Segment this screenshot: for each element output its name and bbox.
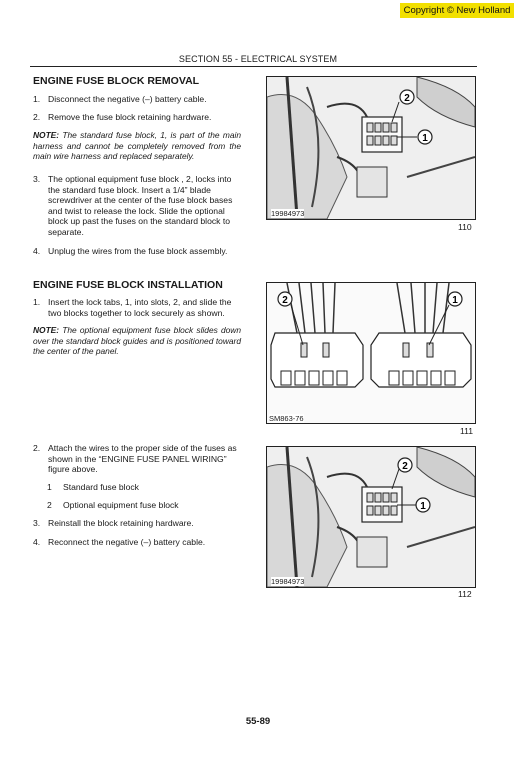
step-text: Remove the fuse block retaining hardware. [48,112,212,122]
fuse-block-drawing [267,283,475,423]
note-text: The standard fuse block, 1, is part of the main harness and cannot be completely removed from the main wire harness and replaced separately. [33,130,241,162]
step-number: 1. [33,297,41,307]
figure-110-photo [266,76,476,220]
removal-note [33,130,241,162]
figure-label: 19984973 [271,209,305,218]
installation-heading: ENGINE FUSE BLOCK INSTALLATION [33,279,223,291]
callout-1: 1 [420,501,426,512]
figure-label: SM863-76 [269,414,304,423]
removal-heading: ENGINE FUSE BLOCK REMOVAL [33,75,200,87]
step-number: 1. [33,94,41,104]
installation-step-2 [33,443,243,475]
step-text: Unplug the wires from the fuse block assembly. [48,246,228,256]
step-number: 4. [33,537,41,547]
step-text: Attach the wires to the proper side of the fuses as shown in the “ENGINE FUSE PANEL WIRING” figure above. [48,443,237,475]
removal-step-3 [33,174,243,238]
legend-text: Standard fuse block [63,482,139,492]
figure-112-photo [266,446,476,588]
figure-number: 111 [460,426,474,436]
copyright-badge: Copyright © New Holland [400,3,514,18]
callout-2: 2 [282,295,288,306]
removal-step-2 [33,112,243,123]
step-number: 3. [33,174,41,184]
callout-1: 1 [422,133,428,144]
figure-number: 112 [458,589,472,599]
callout-2: 2 [402,461,408,472]
header-rule [30,66,477,67]
engine-photo-illustration [267,447,475,587]
removal-step-4 [33,246,243,257]
note-label: NOTE: [33,130,60,140]
step-text: Reconnect the negative (–) battery cable. [48,537,206,547]
note-text: The optional equipment fuse block slides down over the standard block guides and is positioned toward the center of the panel. [33,325,241,357]
callout-2: 2 [404,93,410,104]
removal-step-1 [33,94,243,105]
page-number: 55-89 [245,716,271,727]
legend-number: 2 [47,500,52,510]
step-number: 2. [33,443,41,453]
figure-111-drawing [266,282,476,424]
callout-1: 1 [452,295,458,306]
engine-photo-illustration [267,77,475,219]
step-text: Reinstall the block retaining hardware. [48,518,194,528]
legend-item-2 [47,500,179,510]
section-title: SECTION 55 - ELECTRICAL SYSTEM [178,54,338,64]
installation-step-4 [33,537,243,548]
installation-note [33,325,241,357]
note-label: NOTE: [33,325,60,335]
installation-step-1 [33,297,243,318]
figure-label: 19984973 [271,577,305,586]
installation-step-3 [33,518,243,529]
legend-item-1 [47,482,139,492]
step-text: Disconnect the negative (–) battery cable. [48,94,207,104]
legend-number: 1 [47,482,52,492]
step-number: 2. [33,112,41,122]
figure-number: 110 [458,222,472,232]
step-text: The optional equipment fuse block , 2, locks into the standard fuse block. Insert a 1/4” blade screwdriver at the center of the fuse block bases and twist to release the lock. Slide the optional block up past the fuses on the standard block to separate. [48,174,233,237]
step-number: 4. [33,246,41,256]
step-number: 3. [33,518,41,528]
step-text: Insert the lock tabs, 1, into slots, 2, and slide the two blocks together to lock securely as shown. [48,297,232,318]
legend-text: Optional equipment fuse block [63,500,179,510]
